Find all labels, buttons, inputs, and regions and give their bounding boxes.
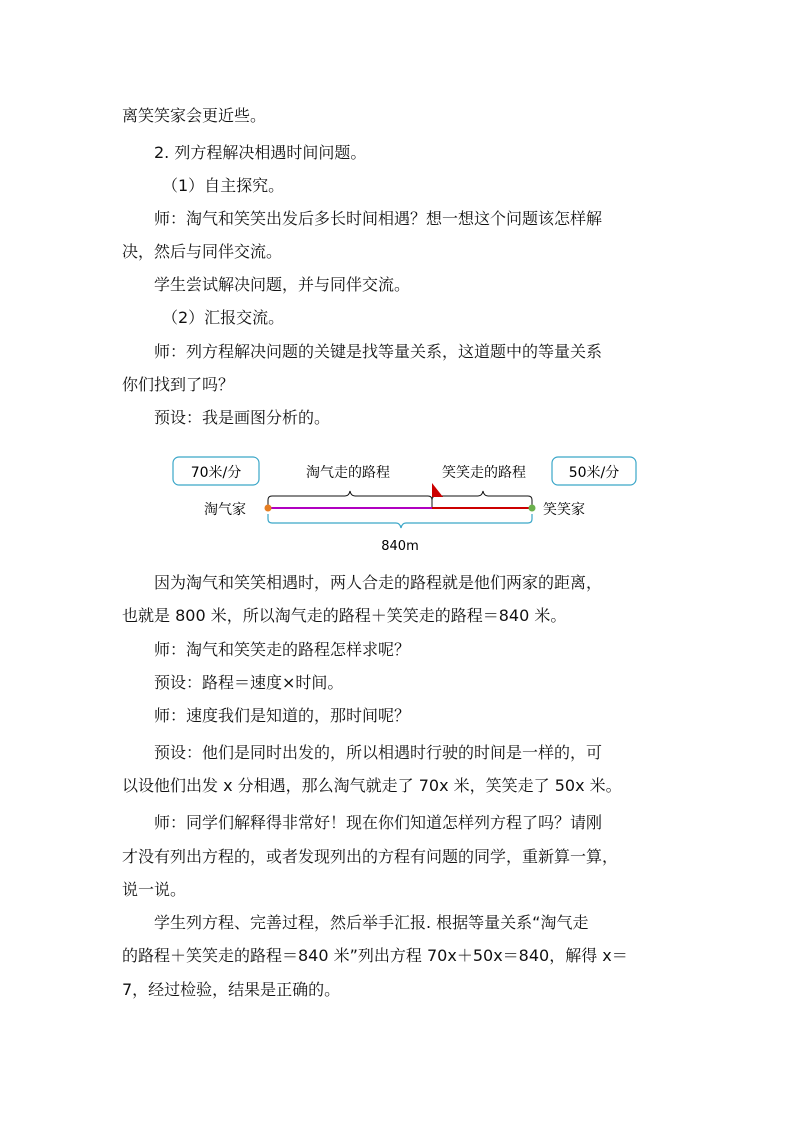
meeting-flag-icon — [432, 483, 443, 497]
line-10: 预设：我是画图分析的。 — [154, 408, 331, 427]
route-diagram — [160, 450, 640, 560]
line-8: 师：列方程解决问题的关键是找等量关系，这道题中的等量关系 — [154, 342, 603, 361]
line-16: 预设：他们是同时出发的，所以相遇时行驶的时间是一样的，可 — [154, 743, 603, 762]
distance-label: 840m — [381, 539, 419, 554]
line-11: 因为淘气和笑笑相遇时，两人合走的路程就是他们两家的距离， — [154, 573, 603, 592]
route-label-left: 淘气走的路程 — [306, 465, 390, 481]
speed-label-right: 50米/分 — [568, 465, 620, 481]
line-21: 学生列方程、完善过程，然后举手汇报. 根据等量关系“淘气走 — [154, 913, 589, 932]
line-13: 师：淘气和笑笑走的路程怎样求呢？ — [154, 640, 411, 659]
line-20: 说一说。 — [122, 880, 187, 899]
line-19: 才没有列出方程的，或者发现列出的方程有问题的同学，重新算一算， — [122, 847, 619, 866]
line-9: 你们找到了吗？ — [122, 375, 235, 394]
line-12: 也就是 800 米，所以淘气走的路程＋笑笑走的路程＝840 米。 — [122, 606, 567, 625]
home-label-left: 淘气家 — [204, 502, 246, 518]
speed-label-left: 70米/分 — [190, 465, 242, 481]
line-5: 决，然后与同伴交流。 — [122, 242, 283, 261]
line-17: 以设他们出发 x 分相遇，那么淘气就走了 70x 米，笑笑走了 50x 米。 — [122, 776, 622, 795]
line-6: 学生尝试解决问题，并与同伴交流。 — [154, 275, 411, 294]
home-dot-right — [529, 505, 536, 512]
line-1: 离笑笑家会更近些。 — [122, 106, 267, 125]
line-7: （2）汇报交流。 — [162, 308, 285, 327]
brace-total-distance — [268, 514, 532, 528]
home-label-right: 笑笑家 — [543, 502, 585, 518]
line-14: 预设：路程＝速度×时间。 — [154, 673, 344, 692]
line-2: 2. 列方程解决相遇时间问题。 — [154, 143, 367, 162]
line-18: 师：同学们解释得非常好！现在你们知道怎样列方程了吗？请刚 — [154, 813, 603, 832]
line-3: （1）自主探究。 — [162, 176, 285, 195]
line-15: 师：速度我们是知道的，那时间呢？ — [154, 706, 411, 725]
line-4: 师：淘气和笑笑出发后多长时间相遇？想一想这个问题该怎样解 — [154, 209, 603, 228]
brace-left-route — [268, 491, 432, 507]
home-dot-left — [265, 505, 272, 512]
line-22: 的路程＋笑笑走的路程＝840 米”列出方程 70x＋50x＝840，解得 x＝ — [122, 946, 628, 965]
brace-right-route — [432, 491, 532, 507]
line-23: 7，经过检验，结果是正确的。 — [122, 980, 341, 999]
route-label-right: 笑笑走的路程 — [442, 465, 526, 481]
